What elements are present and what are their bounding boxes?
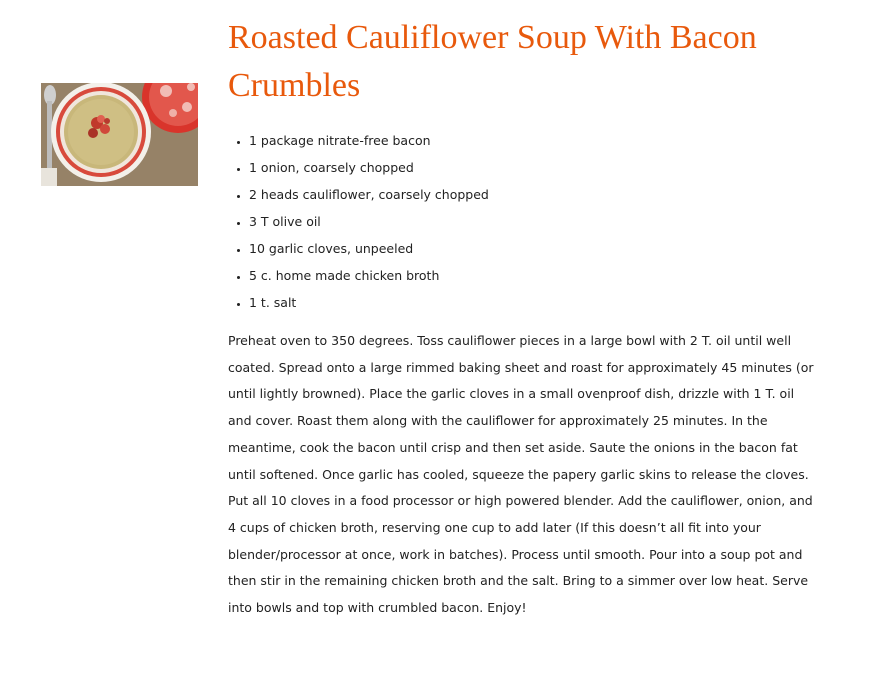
- soup-bowl-photo-icon: [41, 83, 198, 186]
- ingredient-item: • 2 heads cauliflower, coarsely chopped: [249, 181, 818, 208]
- recipe-thumbnail[interactable]: [41, 83, 198, 186]
- recipe-content: [228, 14, 818, 622]
- ingredient-item: • 3 T olive oil: [249, 208, 818, 235]
- ingredient-item: • 10 garlic cloves, unpeeled: [249, 235, 818, 262]
- recipe-directions: Preheat oven to 350 degrees. Toss cauliflower pieces in a large bowl with 2 T. oil until well coated. Spread onto a large rimmed baking sheet and roast for approximately 45 minutes (or until lightly browned). Place the garlic cloves in a small ovenproof dish, drizzle with 1 T. oil and cover. Roast them along with the cauliflower for approximately 25 minutes. In the meantime, cook the bacon until crisp and then set aside. Saute the onions in the bacon fat until softened. Once garlic has cooled, squeeze the papery garlic skins to release the cloves. Put all 10 cloves in a food processor or high powered blender. Add the cauliflower, onion, and 4 cups of chicken broth, reserving one cup to add later (If this doesn’t all fit into your blender/processor at once, work in batches). Process until smooth. Pour into a soup pot and then stir in the remaining chicken broth and the salt. Bring to a simmer over low heat. Serve into bowls and top with crumbled bacon. Enjoy!: [228, 333, 814, 616]
- ingredient-item: • 1 package nitrate-free bacon: [249, 127, 818, 154]
- ingredient-item: • 1 onion, coarsely chopped: [249, 154, 818, 181]
- ingredient-list: [228, 127, 818, 316]
- recipe-title: Roasted Cauliflower Soup With Bacon Crumbles: [228, 19, 757, 104]
- ingredient-item: • 1 t. salt: [249, 289, 818, 316]
- ingredient-item: • 5 c. home made chicken broth: [249, 262, 818, 289]
